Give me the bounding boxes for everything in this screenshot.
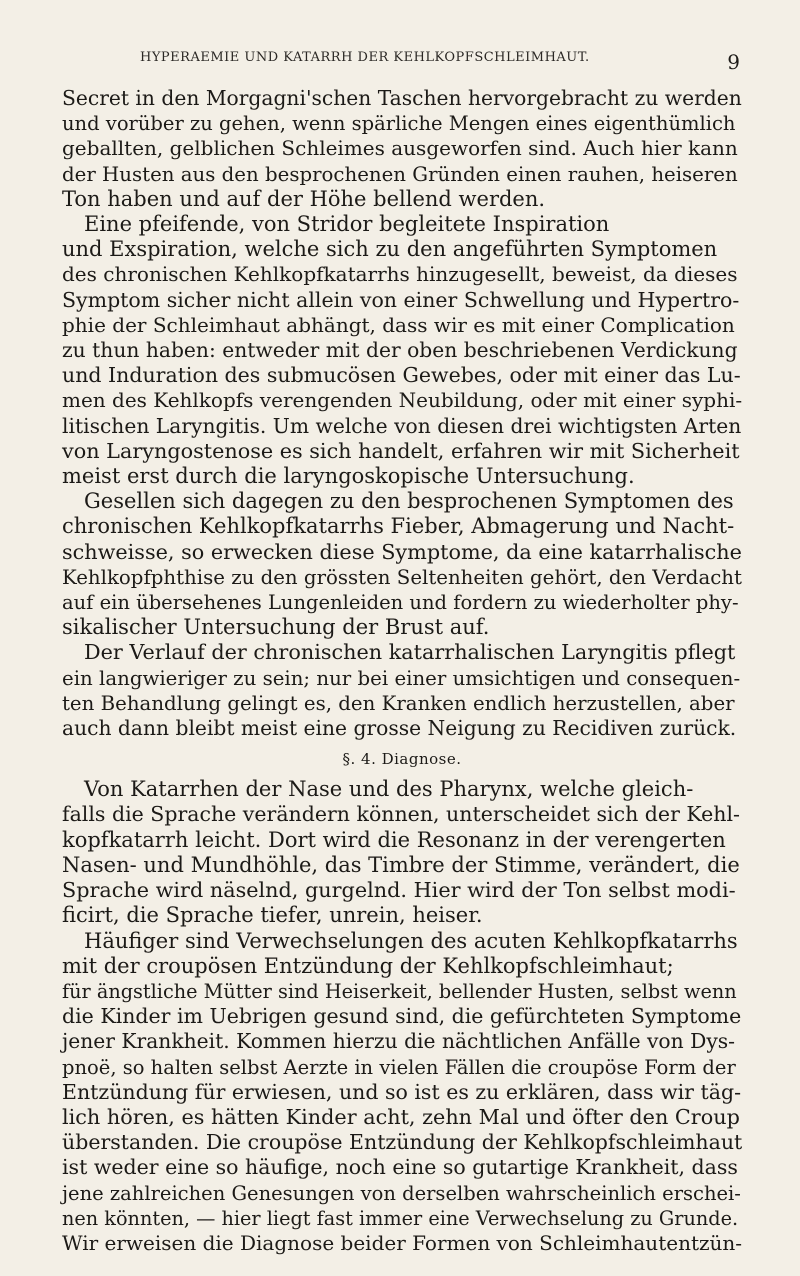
text-line: des chronischen Kehlkopfkatarrhs hinzugesellt, beweist, da dieses	[62, 262, 738, 287]
text-line: von Laryngostenose es sich handelt, erfahren wir mit Sicherheit	[62, 438, 740, 463]
text-line: ein langwieriger zu sein; nur bei einer umsichtigen und consequen-	[62, 666, 741, 690]
text-line: falls die Sprache verändern können, unterscheidet sich der Kehl-	[62, 802, 740, 827]
text-line: Kehlkopfphthise zu den grössten Seltenheiten gehört, den Verdacht	[62, 565, 742, 589]
section-heading: §. 4. Diagnose.	[342, 750, 462, 769]
text-line: ist weder eine so häufige, noch eine so gutartige Krankheit, dass	[62, 1155, 738, 1180]
text-line: Sprache wird näselnd, gurgelnd. Hier wird der Ton selbst modi-	[62, 878, 736, 903]
text-line: phie der Schleimhaut abhängt, dass wir es mit einer Complication	[62, 312, 735, 337]
text-line: auf ein übersehenes Lungenleiden und fordern zu wiederholter phy-	[62, 591, 739, 615]
text-line: jener Krankheit. Kommen hierzu die nächtlichen Anfälle von Dys-	[62, 1029, 736, 1054]
text-line: nen könnten, — hier liegt fast immer eine Verwechselung zu Grunde.	[62, 1206, 739, 1230]
text-line: Wir erweisen die Diagnose beider Formen von Schleimhautentzün-	[62, 1230, 743, 1255]
text-line: ten Behandlung gelingt es, den Kranken endlich herzustellen, aber	[62, 691, 735, 715]
text-line: für ängstliche Mütter sind Heiserkeit, bellender Husten, selbst wenn	[62, 979, 737, 1003]
text-line: Entzündung für erwiesen, und so ist es zu erklären, dass wir täg-	[62, 1079, 742, 1104]
text-line: überstanden. Die croupöse Entzündung der Kehlkopfschleimhaut	[62, 1130, 743, 1155]
running-head: HYPERAEMIE UND KATARRH DER KEHLKOPFSCHLEIMHAUT.	[140, 50, 590, 65]
text-line: meist erst durch die laryngoskopische Untersuchung.	[62, 464, 635, 489]
text-line: die Kinder im Uebrigen gesund sind, die gefürchteten Symptome	[62, 1004, 742, 1029]
text-line: litischen Laryngitis. Um welche von diesen drei wichtigsten Arten	[62, 413, 742, 438]
text-line: Secret in den Morgagni'schen Taschen hervorgebracht zu werden	[62, 86, 742, 110]
text-line: pnoë, so halten selbst Aerzte in vielen Fällen die croupöse Form der	[62, 1055, 736, 1079]
text-line: men des Kehlkopfs verengenden Neubildung, oder mit einer syphi-	[62, 388, 743, 413]
text-line: schweisse, so erwecken diese Symptome, da eine katarrhalische	[62, 539, 742, 564]
text-line: sikalischer Untersuchung der Brust auf.	[62, 615, 490, 640]
text-line: auch dann bleibt meist eine grosse Neigung zu Recidiven zurück.	[62, 716, 737, 741]
text-line: Häufiger sind Verwechselungen des acuten Kehlkopfkatarrhs	[84, 928, 738, 953]
text-line: und Exspiration, welche sich zu den angeführten Symptomen	[62, 237, 718, 262]
text-line: chronischen Kehlkopfkatarrhs Fieber, Abmagerung und Nacht-	[62, 514, 735, 539]
text-line: Eine pfeifende, von Stridor begleitete Inspiration	[84, 212, 610, 237]
text-line: ficirt, die Sprache tiefer, unrein, heiser.	[62, 903, 483, 928]
text-line: jene zahlreichen Genesungen von derselben wahrscheinlich erschei-	[62, 1181, 741, 1205]
text-line: Der Verlauf der chronischen katarrhalischen Laryngitis pflegt	[84, 640, 736, 665]
text-line: Nasen- und Mundhöhle, das Timbre der Stimme, verändert, die	[62, 852, 740, 877]
text-line: und vorüber zu gehen, wenn spärliche Mengen eines eigenthümlich	[62, 112, 736, 136]
text-line: Von Katarrhen der Nase und des Pharynx, welche gleich-	[84, 777, 694, 802]
text-line: lich hören, es hätten Kinder acht, zehn Mal und öfter den Croup	[62, 1104, 740, 1129]
text-line: geballten, gelblichen Schleimes ausgeworfen sind. Auch hier kann	[62, 136, 738, 161]
text-line: Gesellen sich dagegen zu den besprochenen Symptomen des	[84, 489, 734, 514]
text-line: zu thun haben: entweder mit der oben beschriebenen Verdickung	[62, 338, 738, 363]
text-line: kopfkatarrh leicht. Dort wird die Resonanz in der verengerten	[62, 827, 726, 852]
text-line: mit der croupösen Entzündung der Kehlkopfschleimhaut;	[62, 953, 674, 978]
page-number: 9	[727, 50, 740, 74]
body-text	[62, 86, 742, 1256]
text-line: und Induration des submucösen Gewebes, oder mit einer das Lu-	[62, 363, 741, 388]
text-line: Ton haben und auf der Höhe bellend werden.	[62, 186, 546, 211]
text-line: der Husten aus den besprochenen Gründen einen rauhen, heiseren	[62, 162, 738, 186]
text-line: Symptom sicher nicht allein von einer Schwellung und Hypertro-	[62, 287, 740, 312]
